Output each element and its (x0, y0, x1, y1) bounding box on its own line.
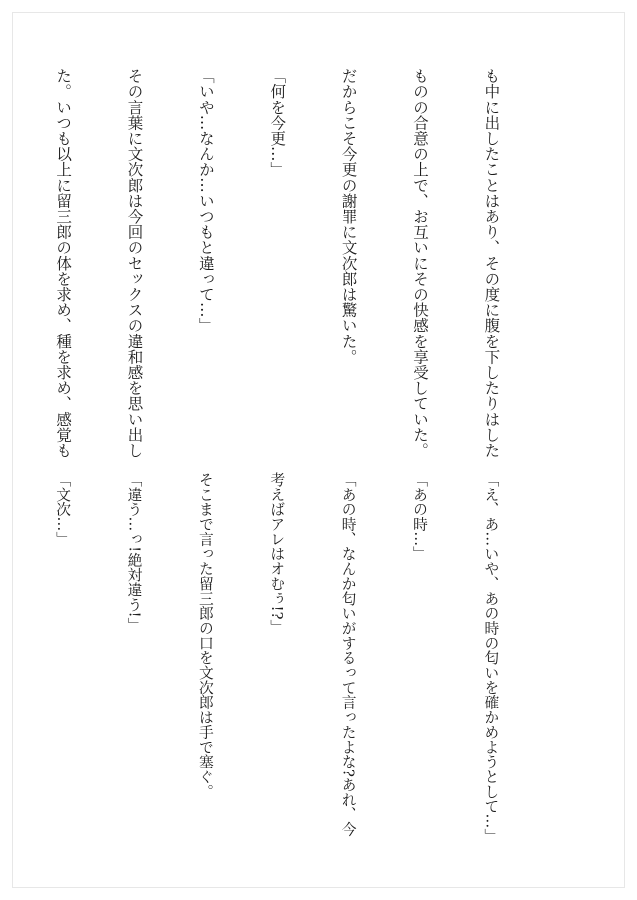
dialogue-line: 「あの時…」 (411, 472, 429, 562)
dialogue-line: 「いや…なんか…いつもと違って…」 (196, 68, 215, 334)
dialogue-line: 「あの時、なんか匂いがするって言ったよな?あれ、今 (339, 472, 357, 837)
dialogue-line (0, 472, 3, 847)
dialogue-line: 考えばアレはオむぅ!?」 (268, 472, 286, 635)
text-line: た。いつも以上に留三郎の体を求め、種を求め、感覚も (54, 68, 73, 458)
text-line (0, 68, 3, 498)
text-line: ものの合意の上で、お互いにその快感を享受していた。 (411, 68, 430, 458)
dialogue-line: 「違う…っ!絶対違う!」 (125, 472, 143, 633)
dialogue-line: 「文次…」 (54, 472, 72, 547)
upper-text-block (54, 68, 550, 498)
dialogue-line: 「何を今更…」 (268, 68, 287, 178)
text-line: そこまで言った留三郎の口を文次郎は手で塞ぐ。 (196, 472, 214, 799)
text-line: だからこそ今更の謝罪に文次郎は驚いた。 (339, 68, 358, 365)
dialogue-line: 「え、あ…いや、あの時の匂いを確かめようとして…」 (482, 472, 500, 844)
text-line: も中に出したことはあり、その度に腹を下したりはした (482, 68, 501, 458)
text-line: その言葉に文次郎は今回のセックスの違和感を思い出し (125, 68, 144, 458)
lower-text-block (54, 472, 550, 847)
